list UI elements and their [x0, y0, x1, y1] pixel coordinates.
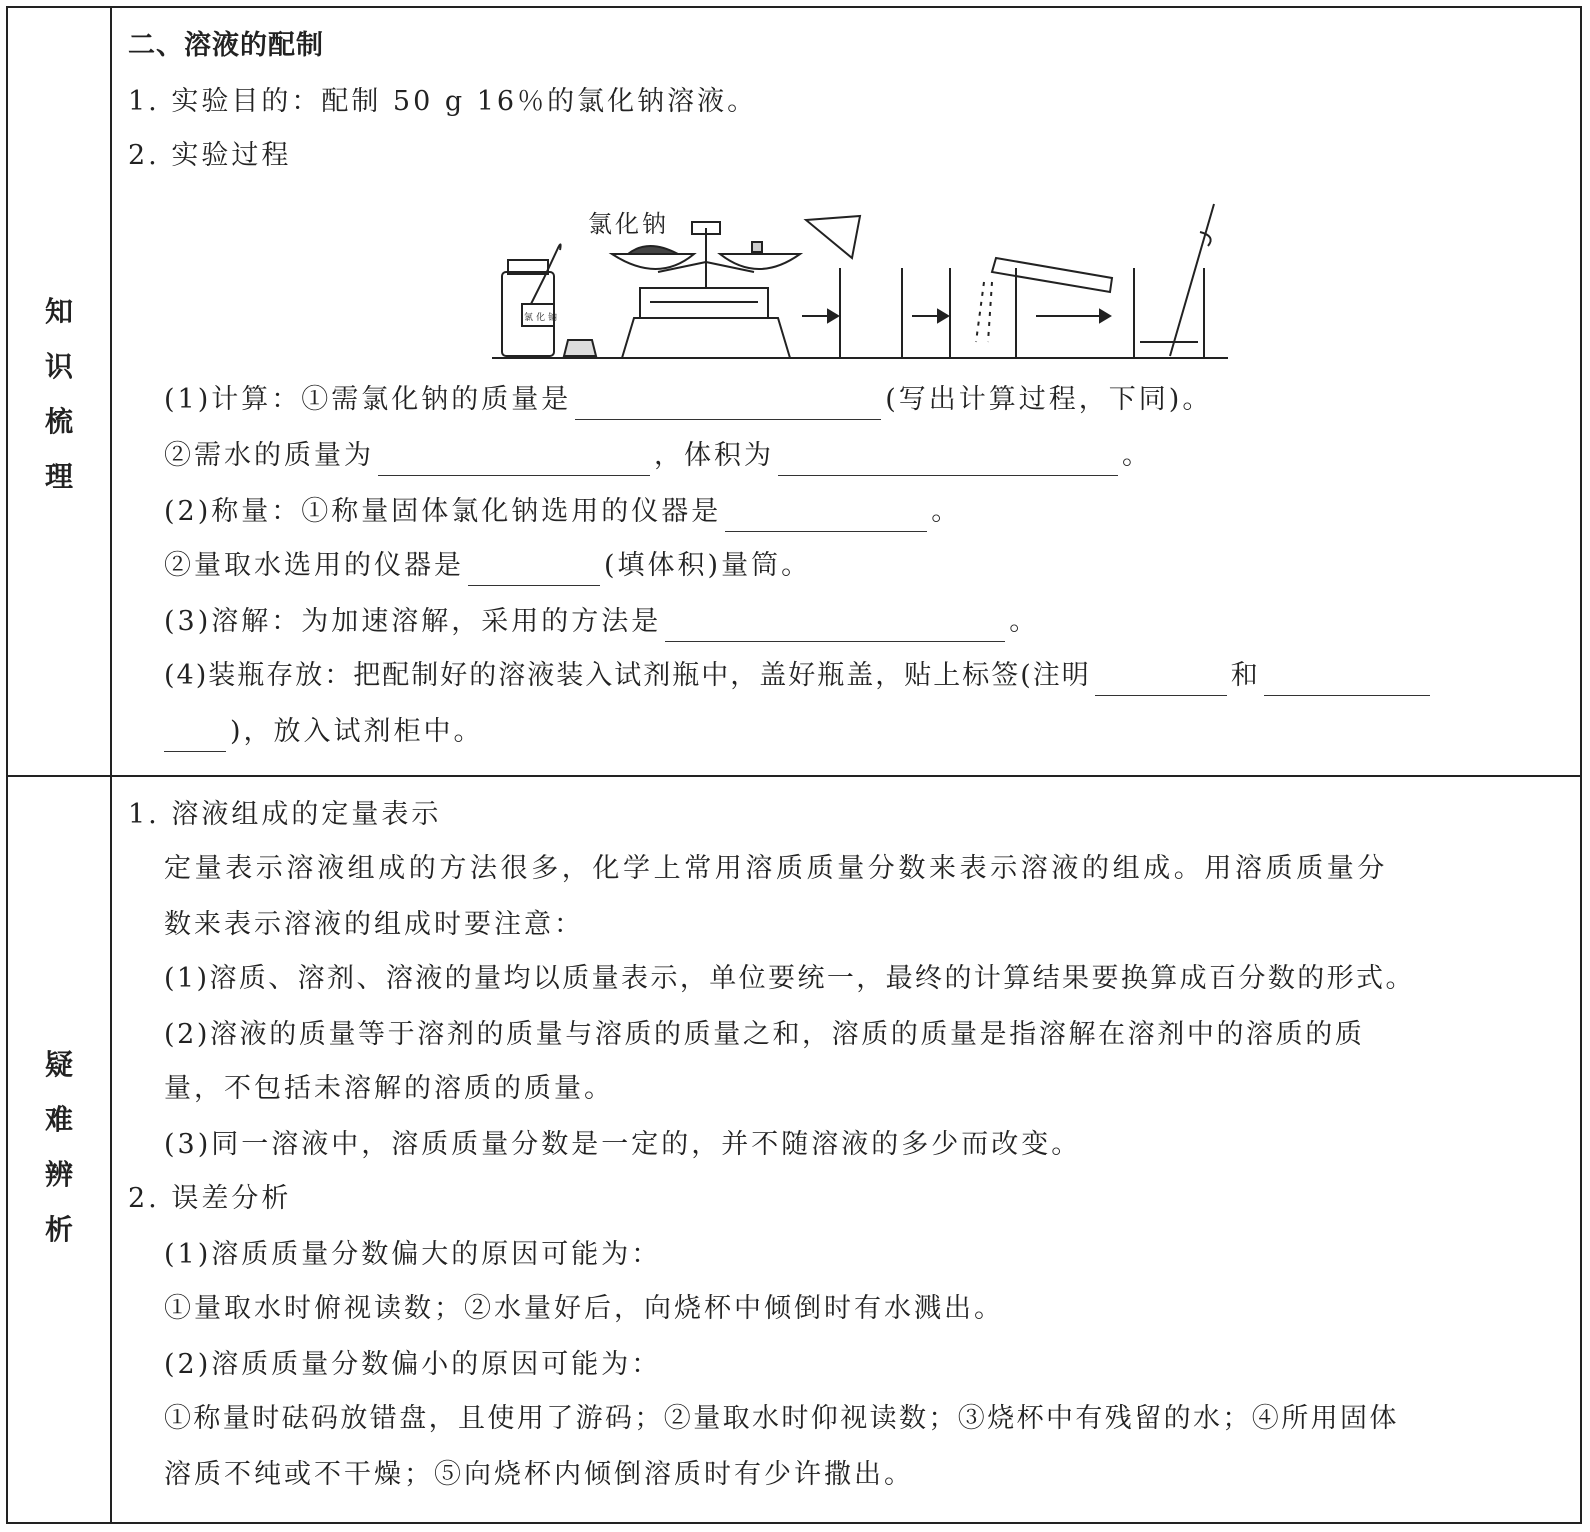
- note-2-cont: 量，不包括未溶解的溶质的质量。: [164, 1073, 614, 1104]
- jar-label: 氯化钠: [524, 313, 561, 323]
- heading-error: 2. 误差分析: [128, 1183, 292, 1214]
- answer-blank[interactable]: [575, 391, 881, 420]
- experiment-figure: [488, 192, 1248, 364]
- store-text: (4)装瓶存放：把配制好的溶液装入试剂瓶中，盖好瓶盖，贴上标签(注明: [164, 660, 1091, 691]
- section-analysis: [128, 777, 1570, 1526]
- weigh-2-text: ②量取水选用的仪器是: [164, 550, 464, 581]
- knowledge-table: [6, 6, 1582, 1524]
- calc-line-1: [164, 380, 1212, 420]
- section-knowledge: [128, 8, 1570, 775]
- error-high-reasons: ①量取水时俯视读数；②水量好后，向烧杯中倾倒时有水溅出。: [164, 1293, 1004, 1324]
- calc-1-text: (1)计算：①需氯化钠的质量是: [164, 384, 572, 415]
- side-char: 难: [44, 1103, 73, 1136]
- side-char: 知: [44, 295, 73, 328]
- store-end: )，放入试剂柜中。: [230, 716, 484, 747]
- side-char: 辨: [44, 1158, 73, 1191]
- answer-blank[interactable]: [378, 447, 650, 476]
- process-heading: 2. 实验过程: [128, 140, 292, 171]
- side-label-analysis: [8, 1037, 110, 1257]
- answer-blank[interactable]: [665, 613, 1005, 642]
- side-char: 识: [44, 350, 73, 383]
- purpose-text: 1. 实验目的：配制 50 g 16％的氯化钠溶液。: [128, 86, 758, 117]
- note-1: (1)溶质、溶剂、溶液的量均以质量表示，单位要统一，最终的计算结果要换算成百分数的形式。: [164, 963, 1415, 994]
- answer-blank[interactable]: [1264, 667, 1430, 696]
- side-char: 疑: [44, 1048, 73, 1081]
- answer-blank[interactable]: [468, 557, 600, 586]
- note-3: (3)同一溶液中，溶质质量分数是一定的，并不随溶液的多少而改变。: [164, 1129, 1082, 1160]
- answer-blank[interactable]: [1095, 667, 1227, 696]
- note-2: (2)溶液的质量等于溶剂的质量与溶质的质量之和，溶质的质量是指溶解在溶剂中的溶质的质: [164, 1019, 1365, 1050]
- paragraph-line: 定量表示溶液组成的方法很多，化学上常用溶质质量分数来表示溶液的组成。用溶质质量分: [164, 853, 1388, 884]
- answer-blank[interactable]: [725, 503, 927, 532]
- error-low-reasons: ①称量时砝码放错盘，且使用了游码；②量取水时仰视读数；③烧杯中有残留的水；④所用固体: [164, 1403, 1399, 1434]
- weigh-line-2: [164, 546, 811, 586]
- section-title: 二、溶液的配制: [128, 30, 324, 61]
- figure-label: 氯化钠: [588, 210, 669, 238]
- dissolve-end: 。: [1009, 606, 1040, 637]
- error-low-title: (2)溶质质量分数偏小的原因可能为：: [164, 1349, 662, 1380]
- side-char: 析: [44, 1213, 73, 1246]
- paragraph-line: 数来表示溶液的组成时要注意：: [164, 909, 584, 940]
- calc-line-2: [164, 436, 1152, 476]
- calc-2-end: 。: [1122, 440, 1152, 471]
- error-low-reasons-cont: 溶质不纯或不干燥；⑤向烧杯内倾倒溶质时有少许撒出。: [164, 1459, 914, 1490]
- answer-blank[interactable]: [778, 447, 1118, 476]
- heading-quantitative: 1. 溶液组成的定量表示: [128, 799, 442, 830]
- store-and: 和: [1230, 660, 1260, 691]
- weigh-1-text: (2)称量：①称量固体氯化钠选用的仪器是: [164, 496, 722, 527]
- weigh-2-end: (填体积)量筒。: [604, 550, 812, 581]
- side-label-knowledge: [8, 284, 110, 504]
- side-char: 理: [44, 460, 73, 493]
- calc-1-note: (写出计算过程，下同)。: [885, 384, 1213, 415]
- store-line-1: [164, 656, 1434, 696]
- calc-2-text: ②需水的质量为: [164, 440, 374, 471]
- dissolve-line: [164, 602, 1039, 642]
- answer-blank[interactable]: [164, 723, 226, 752]
- dissolve-text: (3)溶解：为加速溶解，采用的方法是: [164, 606, 662, 637]
- column-divider: [110, 8, 112, 1522]
- side-char: 梳: [44, 405, 73, 438]
- error-high-title: (1)溶质质量分数偏大的原因可能为：: [164, 1239, 662, 1270]
- calc-2-mid: ，体积为: [654, 440, 774, 471]
- store-line-2: [164, 712, 484, 752]
- weigh-line-1: [164, 492, 961, 532]
- weigh-1-end: 。: [931, 496, 962, 527]
